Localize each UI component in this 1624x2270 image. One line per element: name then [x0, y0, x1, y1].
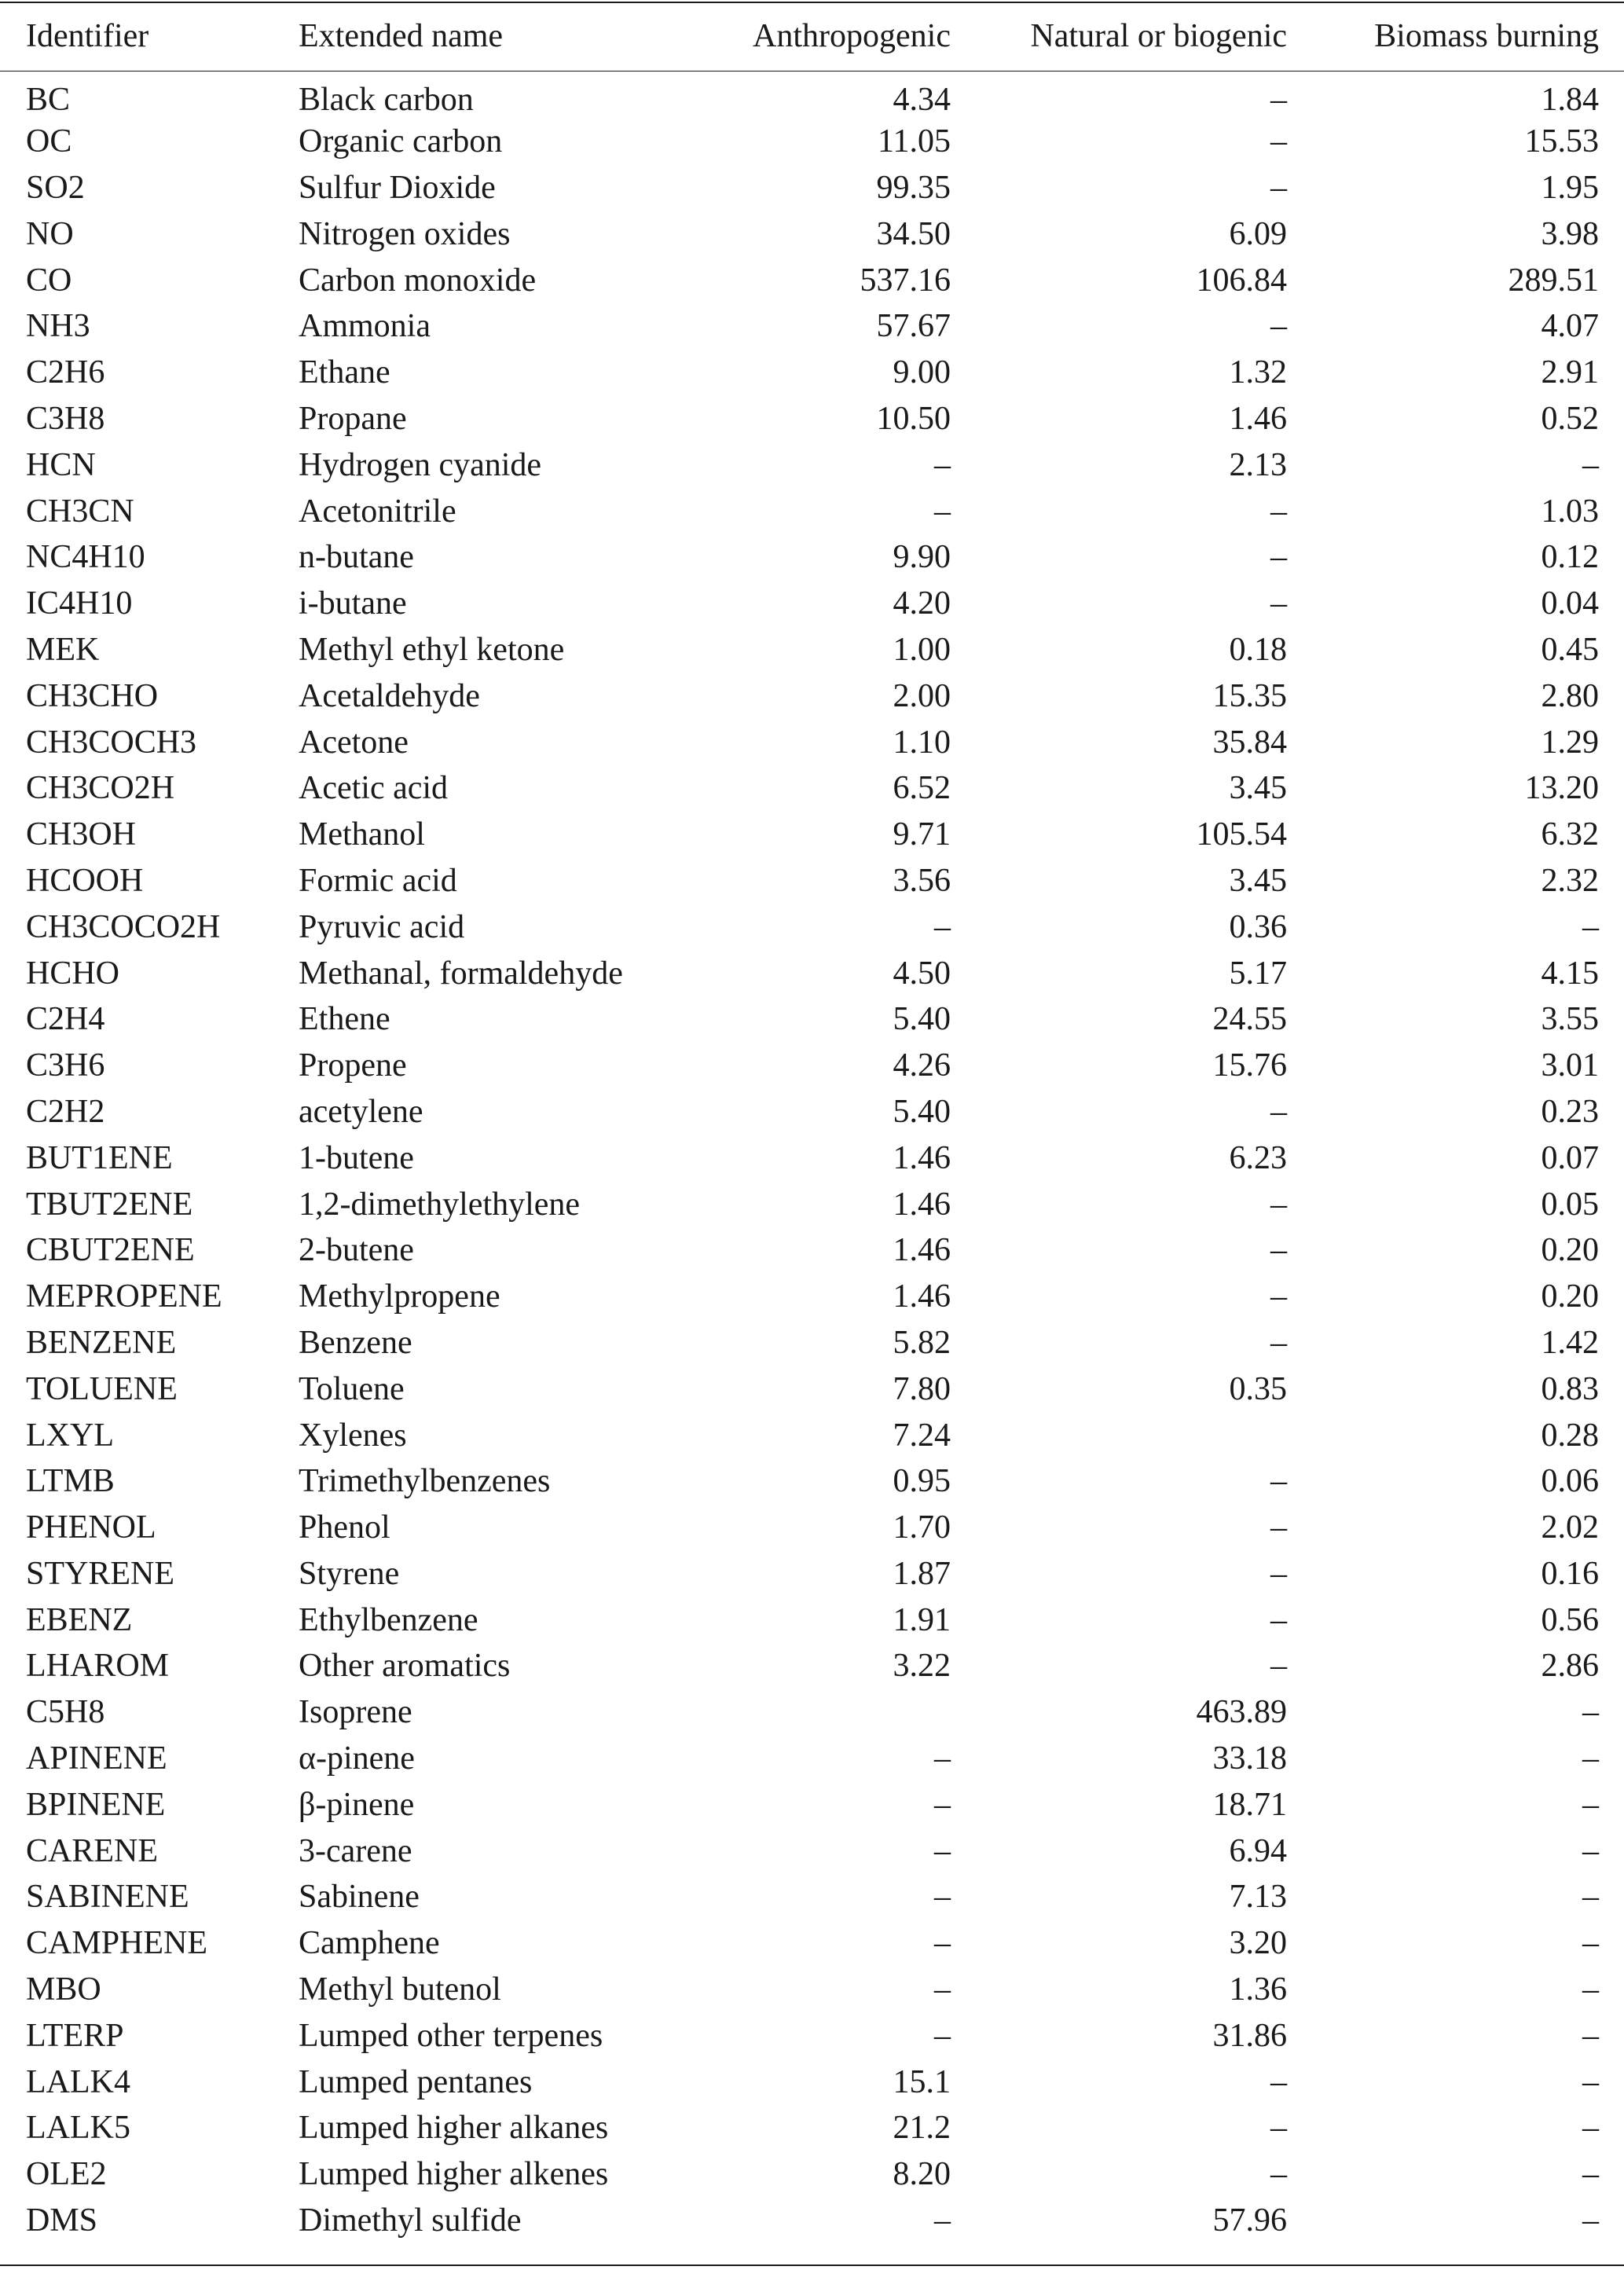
cell-identifier: CBUT2ENE — [26, 1232, 195, 1269]
cell-biomass-burning: 4.07 — [1541, 308, 1599, 345]
table-row — [0, 1781, 1624, 1828]
cell-biomass-burning: 3.01 — [1541, 1047, 1599, 1084]
cell-identifier: PHENOL — [26, 1509, 156, 1546]
cell-natural-biogenic: – — [1270, 2156, 1287, 2193]
cell-natural-biogenic: – — [1270, 585, 1287, 622]
table-row — [0, 950, 1624, 996]
cell-extended-name: Acetaldehyde — [299, 677, 480, 714]
cell-natural-biogenic: 6.23 — [1229, 1139, 1287, 1176]
cell-extended-name: Other aromatics — [299, 1648, 511, 1685]
header-natural-biogenic: Natural or biogenic — [1030, 18, 1287, 54]
table-row — [0, 1551, 1624, 1597]
cell-natural-biogenic: – — [1270, 1509, 1287, 1546]
cell-natural-biogenic: 15.76 — [1212, 1047, 1287, 1084]
table-row — [0, 1181, 1624, 1227]
cell-extended-name: Sabinene — [299, 1879, 420, 1916]
cell-anthropogenic: – — [934, 1740, 951, 1777]
cell-extended-name: Carbon monoxide — [299, 262, 537, 299]
cell-biomass-burning: 0.07 — [1541, 1139, 1599, 1176]
cell-biomass-burning: 2.80 — [1541, 677, 1599, 714]
cell-anthropogenic: 1.00 — [893, 631, 951, 668]
cell-identifier: TBUT2ENE — [26, 1186, 193, 1223]
table-row — [0, 1643, 1624, 1689]
cell-extended-name: Propene — [299, 1047, 407, 1084]
table-row — [0, 673, 1624, 719]
cell-natural-biogenic: 18.71 — [1212, 1786, 1287, 1823]
cell-biomass-burning: 0.20 — [1541, 1232, 1599, 1269]
cell-extended-name: Methanal, formaldehyde — [299, 955, 623, 992]
cell-identifier: CO — [26, 262, 72, 299]
table-bottom-rule — [0, 2264, 1624, 2266]
cell-biomass-burning: 13.20 — [1524, 770, 1599, 807]
cell-biomass-burning: 1.84 — [1541, 82, 1599, 119]
cell-extended-name: β-pinene — [299, 1786, 415, 1823]
cell-identifier: LXYL — [26, 1417, 114, 1454]
cell-anthropogenic: 10.50 — [876, 400, 951, 437]
cell-identifier: CAMPHENE — [26, 1925, 208, 1962]
cell-anthropogenic: 4.34 — [893, 82, 951, 119]
cell-biomass-burning: 0.12 — [1541, 539, 1599, 576]
cell-natural-biogenic: 1.46 — [1229, 400, 1287, 437]
cell-identifier: MEK — [26, 631, 100, 668]
cell-extended-name: Lumped higher alkanes — [299, 2110, 609, 2147]
cell-anthropogenic: 7.24 — [893, 1417, 951, 1454]
table-row — [0, 904, 1624, 950]
cell-natural-biogenic: 6.09 — [1229, 215, 1287, 252]
cell-anthropogenic: 9.00 — [893, 354, 951, 391]
table-row — [0, 257, 1624, 303]
cell-extended-name: Methyl ethyl ketone — [299, 631, 565, 668]
table-row — [0, 396, 1624, 442]
cell-extended-name: Lumped other terpenes — [299, 2017, 603, 2054]
cell-biomass-burning: 2.91 — [1541, 354, 1599, 391]
cell-biomass-burning: – — [1582, 1832, 1599, 1869]
cell-identifier: MBO — [26, 1971, 101, 2008]
cell-anthropogenic: 34.50 — [876, 215, 951, 252]
cell-identifier: LTMB — [26, 1463, 115, 1500]
table-row — [0, 165, 1624, 211]
cell-extended-name: Lumped higher alkenes — [299, 2156, 609, 2193]
cell-extended-name: Benzene — [299, 1324, 412, 1361]
cell-extended-name: Ammonia — [299, 308, 431, 345]
cell-natural-biogenic: – — [1270, 1278, 1287, 1315]
table-row — [0, 1458, 1624, 1505]
cell-anthropogenic: 1.46 — [893, 1139, 951, 1176]
cell-identifier: C3H8 — [26, 400, 105, 437]
cell-anthropogenic: – — [934, 1832, 951, 1869]
cell-extended-name: Toluene — [299, 1370, 405, 1407]
cell-natural-biogenic: 31.86 — [1212, 2017, 1287, 2054]
cell-anthropogenic: 57.67 — [876, 308, 951, 345]
table-row — [0, 1043, 1624, 1089]
cell-identifier: DMS — [26, 2202, 98, 2239]
table-row — [0, 1320, 1624, 1366]
cell-anthropogenic: – — [934, 1879, 951, 1916]
table-row — [0, 719, 1624, 765]
cell-biomass-burning: – — [1582, 2063, 1599, 2100]
cell-extended-name: Phenol — [299, 1509, 390, 1546]
cell-natural-biogenic: 3.45 — [1229, 770, 1287, 807]
cell-extended-name: Sulfur Dioxide — [299, 169, 496, 206]
cell-natural-biogenic: 0.35 — [1229, 1370, 1287, 1407]
table-row — [0, 2198, 1624, 2244]
table-row — [0, 1505, 1624, 1551]
cell-biomass-burning: 1.42 — [1541, 1324, 1599, 1361]
cell-biomass-burning: 0.83 — [1541, 1370, 1599, 1407]
cell-natural-biogenic: 5.17 — [1229, 955, 1287, 992]
cell-natural-biogenic: 35.84 — [1212, 724, 1287, 761]
cell-biomass-burning: 2.32 — [1541, 862, 1599, 899]
cell-anthropogenic: 3.22 — [893, 1648, 951, 1685]
cell-anthropogenic: – — [934, 908, 951, 945]
cell-identifier: CH3CN — [26, 493, 134, 530]
cell-biomass-burning: 1.95 — [1541, 169, 1599, 206]
cell-anthropogenic: 1.91 — [893, 1601, 951, 1638]
table-row — [0, 1227, 1624, 1274]
cell-identifier: CH3CHO — [26, 677, 159, 714]
table-row — [0, 812, 1624, 858]
cell-extended-name: Pyruvic acid — [299, 908, 465, 945]
cell-anthropogenic: 21.2 — [893, 2110, 951, 2147]
cell-anthropogenic: 4.50 — [893, 955, 951, 992]
cell-anthropogenic: 9.71 — [893, 816, 951, 853]
table-row — [0, 1874, 1624, 1920]
cell-natural-biogenic — [951, 1412, 1293, 1458]
cell-extended-name: 2-butene — [299, 1232, 414, 1269]
cell-identifier: BPINENE — [26, 1786, 166, 1823]
cell-anthropogenic: 1.10 — [893, 724, 951, 761]
cell-identifier: APINENE — [26, 1740, 167, 1777]
cell-biomass-burning: – — [1582, 2017, 1599, 2054]
cell-anthropogenic: 6.52 — [893, 770, 951, 807]
table-row — [0, 996, 1624, 1043]
table-row — [0, 211, 1624, 257]
cell-identifier: HCN — [26, 446, 96, 483]
cell-biomass-burning: 0.56 — [1541, 1601, 1599, 1638]
cell-identifier: NH3 — [26, 308, 90, 345]
table-row — [0, 72, 1624, 119]
table-row — [0, 1135, 1624, 1181]
table-row — [0, 765, 1624, 812]
cell-extended-name: Organic carbon — [299, 123, 503, 160]
cell-anthropogenic: 3.56 — [893, 862, 951, 899]
cell-natural-biogenic: – — [1270, 169, 1287, 206]
cell-extended-name: Xylenes — [299, 1417, 407, 1454]
cell-extended-name: Camphene — [299, 1925, 440, 1962]
cell-identifier: C5H8 — [26, 1694, 105, 1731]
cell-anthropogenic: 15.1 — [893, 2063, 951, 2100]
cell-identifier: NC4H10 — [26, 539, 145, 576]
cell-biomass-burning: 2.86 — [1541, 1648, 1599, 1685]
cell-natural-biogenic: 2.13 — [1229, 446, 1287, 483]
cell-biomass-burning: 0.06 — [1541, 1463, 1599, 1500]
cell-anthropogenic: 1.70 — [893, 1509, 951, 1546]
cell-natural-biogenic: – — [1270, 82, 1287, 119]
cell-identifier: TOLUENE — [26, 1370, 178, 1407]
cell-biomass-burning: – — [1582, 2156, 1599, 2193]
cell-extended-name: Nitrogen oxides — [299, 215, 511, 252]
table-row — [0, 627, 1624, 673]
table-row — [0, 1089, 1624, 1135]
cell-anthropogenic: 9.90 — [893, 539, 951, 576]
cell-natural-biogenic: – — [1270, 1555, 1287, 1592]
cell-biomass-burning: 6.32 — [1541, 816, 1599, 853]
cell-extended-name: acetylene — [299, 1093, 423, 1130]
cell-anthropogenic: – — [934, 2202, 951, 2239]
cell-identifier: HCHO — [26, 955, 120, 992]
cell-identifier: SABINENE — [26, 1879, 189, 1916]
cell-natural-biogenic: – — [1270, 1093, 1287, 1130]
cell-natural-biogenic: 1.36 — [1229, 1971, 1287, 2008]
cell-extended-name: 3-carene — [299, 1832, 412, 1869]
header-row — [0, 0, 1624, 72]
table-row — [0, 2105, 1624, 2151]
header-identifier: Identifier — [26, 18, 149, 54]
cell-biomass-burning: 0.04 — [1541, 585, 1599, 622]
cell-anthropogenic: – — [934, 493, 951, 530]
cell-biomass-burning: 289.51 — [1508, 262, 1599, 299]
cell-anthropogenic: 1.46 — [893, 1186, 951, 1223]
cell-extended-name: Styrene — [299, 1555, 400, 1592]
cell-anthropogenic: 4.26 — [893, 1047, 951, 1084]
cell-biomass-burning: 0.45 — [1541, 631, 1599, 668]
cell-natural-biogenic: 15.35 — [1212, 677, 1287, 714]
cell-anthropogenic: 1.87 — [893, 1555, 951, 1592]
cell-identifier: LALK5 — [26, 2110, 130, 2147]
cell-identifier: C2H2 — [26, 1093, 105, 1130]
cell-biomass-burning: 3.98 — [1541, 215, 1599, 252]
cell-anthropogenic: – — [934, 1786, 951, 1823]
cell-natural-biogenic: 0.36 — [1229, 908, 1287, 945]
cell-biomass-burning: 0.23 — [1541, 1093, 1599, 1130]
cell-biomass-burning: – — [1582, 446, 1599, 483]
cell-biomass-burning: – — [1582, 2110, 1599, 2147]
table-row — [0, 858, 1624, 904]
cell-identifier: SO2 — [26, 169, 85, 206]
cell-identifier: C3H6 — [26, 1047, 105, 1084]
cell-extended-name: Formic acid — [299, 862, 457, 899]
cell-extended-name: Acetic acid — [299, 770, 449, 807]
cell-identifier: IC4H10 — [26, 585, 133, 622]
cell-natural-biogenic: 57.96 — [1212, 2202, 1287, 2239]
cell-identifier: NO — [26, 215, 74, 252]
table-row — [0, 534, 1624, 581]
table-row — [0, 581, 1624, 627]
cell-identifier: C2H4 — [26, 1001, 105, 1038]
cell-anthropogenic: 1.46 — [893, 1278, 951, 1315]
table-row — [0, 1412, 1624, 1458]
cell-anthropogenic: 7.80 — [893, 1370, 951, 1407]
cell-extended-name: α-pinene — [299, 1740, 415, 1777]
cell-biomass-burning: 0.16 — [1541, 1555, 1599, 1592]
cell-natural-biogenic: – — [1270, 1232, 1287, 1269]
table-row — [0, 488, 1624, 534]
cell-identifier: STYRENE — [26, 1555, 174, 1592]
cell-identifier: MEPROPENE — [26, 1278, 222, 1315]
cell-identifier: HCOOH — [26, 862, 144, 899]
table-row — [0, 303, 1624, 350]
cell-anthropogenic: 1.46 — [893, 1232, 951, 1269]
cell-anthropogenic: 5.40 — [893, 1093, 951, 1130]
cell-biomass-burning: 4.15 — [1541, 955, 1599, 992]
table-row — [0, 442, 1624, 488]
cell-identifier: CARENE — [26, 1832, 158, 1869]
header-extended-name: Extended name — [299, 18, 504, 54]
cell-natural-biogenic: – — [1270, 2110, 1287, 2147]
cell-identifier: CH3CO2H — [26, 770, 175, 807]
table-row — [0, 1828, 1624, 1874]
cell-identifier: LHAROM — [26, 1648, 170, 1685]
cell-extended-name: Acetonitrile — [299, 493, 456, 530]
cell-biomass-burning: 1.03 — [1541, 493, 1599, 530]
header-anthropogenic: Anthropogenic — [753, 18, 951, 54]
cell-identifier: CH3OH — [26, 816, 137, 853]
header-biomass-burning: Biomass burning — [1374, 18, 1599, 54]
table-row — [0, 1967, 1624, 2013]
table-header — [0, 0, 1624, 72]
cell-anthropogenic: 5.82 — [893, 1324, 951, 1361]
cell-extended-name: Ethane — [299, 354, 390, 391]
cell-identifier: CH3COCH3 — [26, 724, 197, 761]
table-row — [0, 350, 1624, 396]
cell-extended-name: Trimethylbenzenes — [299, 1463, 551, 1500]
cell-biomass-burning: – — [1582, 1925, 1599, 1962]
cell-biomass-burning: – — [1582, 1786, 1599, 1823]
cell-natural-biogenic: 3.45 — [1229, 862, 1287, 899]
cell-biomass-burning: – — [1582, 2202, 1599, 2239]
cell-natural-biogenic: 3.20 — [1229, 1925, 1287, 1962]
cell-extended-name: Methyl butenol — [299, 1971, 501, 2008]
cell-natural-biogenic: 1.32 — [1229, 354, 1287, 391]
cell-identifier: CH3COCO2H — [26, 908, 221, 945]
table-row — [0, 1920, 1624, 1967]
table-row — [0, 119, 1624, 165]
cell-natural-biogenic: – — [1270, 123, 1287, 160]
cell-biomass-burning: 2.02 — [1541, 1509, 1599, 1546]
cell-extended-name: Propane — [299, 400, 407, 437]
cell-natural-biogenic: – — [1270, 1601, 1287, 1638]
cell-extended-name: Methylpropene — [299, 1278, 500, 1315]
cell-natural-biogenic: 6.94 — [1229, 1832, 1287, 1869]
cell-natural-biogenic: 7.13 — [1229, 1879, 1287, 1916]
cell-extended-name: Dimethyl sulfide — [299, 2202, 522, 2239]
cell-extended-name: Lumped pentanes — [299, 2063, 533, 2100]
cell-natural-biogenic: – — [1270, 2063, 1287, 2100]
cell-natural-biogenic: 463.89 — [1196, 1694, 1287, 1731]
cell-extended-name: Acetone — [299, 724, 409, 761]
table-row — [0, 1274, 1624, 1320]
cell-natural-biogenic: 106.84 — [1196, 262, 1287, 299]
cell-biomass-burning: – — [1582, 1694, 1599, 1731]
table-row — [0, 1597, 1624, 1643]
cell-extended-name: Isoprene — [299, 1694, 412, 1731]
cell-extended-name: n-butane — [299, 539, 414, 576]
table-body — [0, 72, 1624, 2243]
cell-natural-biogenic: 105.54 — [1196, 816, 1287, 853]
cell-anthropogenic — [707, 1689, 951, 1736]
cell-identifier: BUT1ENE — [26, 1139, 173, 1176]
cell-identifier: BC — [26, 82, 71, 119]
cell-anthropogenic: 4.20 — [893, 585, 951, 622]
cell-natural-biogenic: – — [1270, 308, 1287, 345]
cell-anthropogenic: 2.00 — [893, 677, 951, 714]
table-row — [0, 2059, 1624, 2105]
cell-biomass-burning: 3.55 — [1541, 1001, 1599, 1038]
cell-natural-biogenic: – — [1270, 1648, 1287, 1685]
cell-natural-biogenic: 24.55 — [1212, 1001, 1287, 1038]
cell-natural-biogenic: – — [1270, 1186, 1287, 1223]
cell-extended-name: Ethene — [299, 1001, 390, 1038]
cell-anthropogenic: 537.16 — [860, 262, 951, 299]
cell-biomass-burning: 0.05 — [1541, 1186, 1599, 1223]
cell-biomass-burning: 15.53 — [1524, 123, 1599, 160]
table-row — [0, 1689, 1624, 1736]
cell-biomass-burning: – — [1582, 1971, 1599, 2008]
cell-anthropogenic: 5.40 — [893, 1001, 951, 1038]
cell-natural-biogenic: – — [1270, 1324, 1287, 1361]
cell-biomass-burning: – — [1582, 1740, 1599, 1777]
cell-anthropogenic: 0.95 — [893, 1463, 951, 1500]
cell-anthropogenic: – — [934, 1925, 951, 1962]
cell-extended-name: Methanol — [299, 816, 425, 853]
cell-extended-name: Hydrogen cyanide — [299, 446, 542, 483]
cell-extended-name: 1-butene — [299, 1139, 414, 1176]
table-row — [0, 1366, 1624, 1412]
table-row — [0, 2012, 1624, 2059]
cell-natural-biogenic: – — [1270, 493, 1287, 530]
cell-biomass-burning: 0.52 — [1541, 400, 1599, 437]
cell-anthropogenic: – — [934, 1971, 951, 2008]
cell-biomass-burning: 0.20 — [1541, 1278, 1599, 1315]
cell-identifier: C2H6 — [26, 354, 105, 391]
cell-identifier: LALK4 — [26, 2063, 130, 2100]
cell-natural-biogenic: – — [1270, 1463, 1287, 1500]
cell-anthropogenic: – — [934, 2017, 951, 2054]
cell-identifier: LTERP — [26, 2017, 124, 2054]
cell-identifier: BENZENE — [26, 1324, 177, 1361]
cell-biomass-burning: – — [1582, 908, 1599, 945]
cell-anthropogenic: 11.05 — [878, 123, 951, 160]
cell-identifier: OLE2 — [26, 2156, 107, 2193]
cell-extended-name: Ethylbenzene — [299, 1601, 478, 1638]
cell-natural-biogenic: – — [1270, 539, 1287, 576]
cell-anthropogenic: 99.35 — [876, 169, 951, 206]
cell-identifier: OC — [26, 123, 72, 160]
cell-biomass-burning: 0.28 — [1541, 1417, 1599, 1454]
cell-natural-biogenic: 33.18 — [1212, 1740, 1287, 1777]
cell-extended-name: 1,2-dimethylethylene — [299, 1186, 581, 1223]
table-row — [0, 2151, 1624, 2198]
cell-natural-biogenic: 0.18 — [1229, 631, 1287, 668]
cell-extended-name: i-butane — [299, 585, 407, 622]
table-row — [0, 1736, 1624, 1782]
cell-extended-name: Black carbon — [299, 82, 474, 119]
cell-biomass-burning: 1.29 — [1541, 724, 1599, 761]
cell-biomass-burning: – — [1582, 1879, 1599, 1916]
cell-anthropogenic: – — [934, 446, 951, 483]
cell-identifier: EBENZ — [26, 1601, 133, 1638]
cell-anthropogenic: 8.20 — [893, 2156, 951, 2193]
